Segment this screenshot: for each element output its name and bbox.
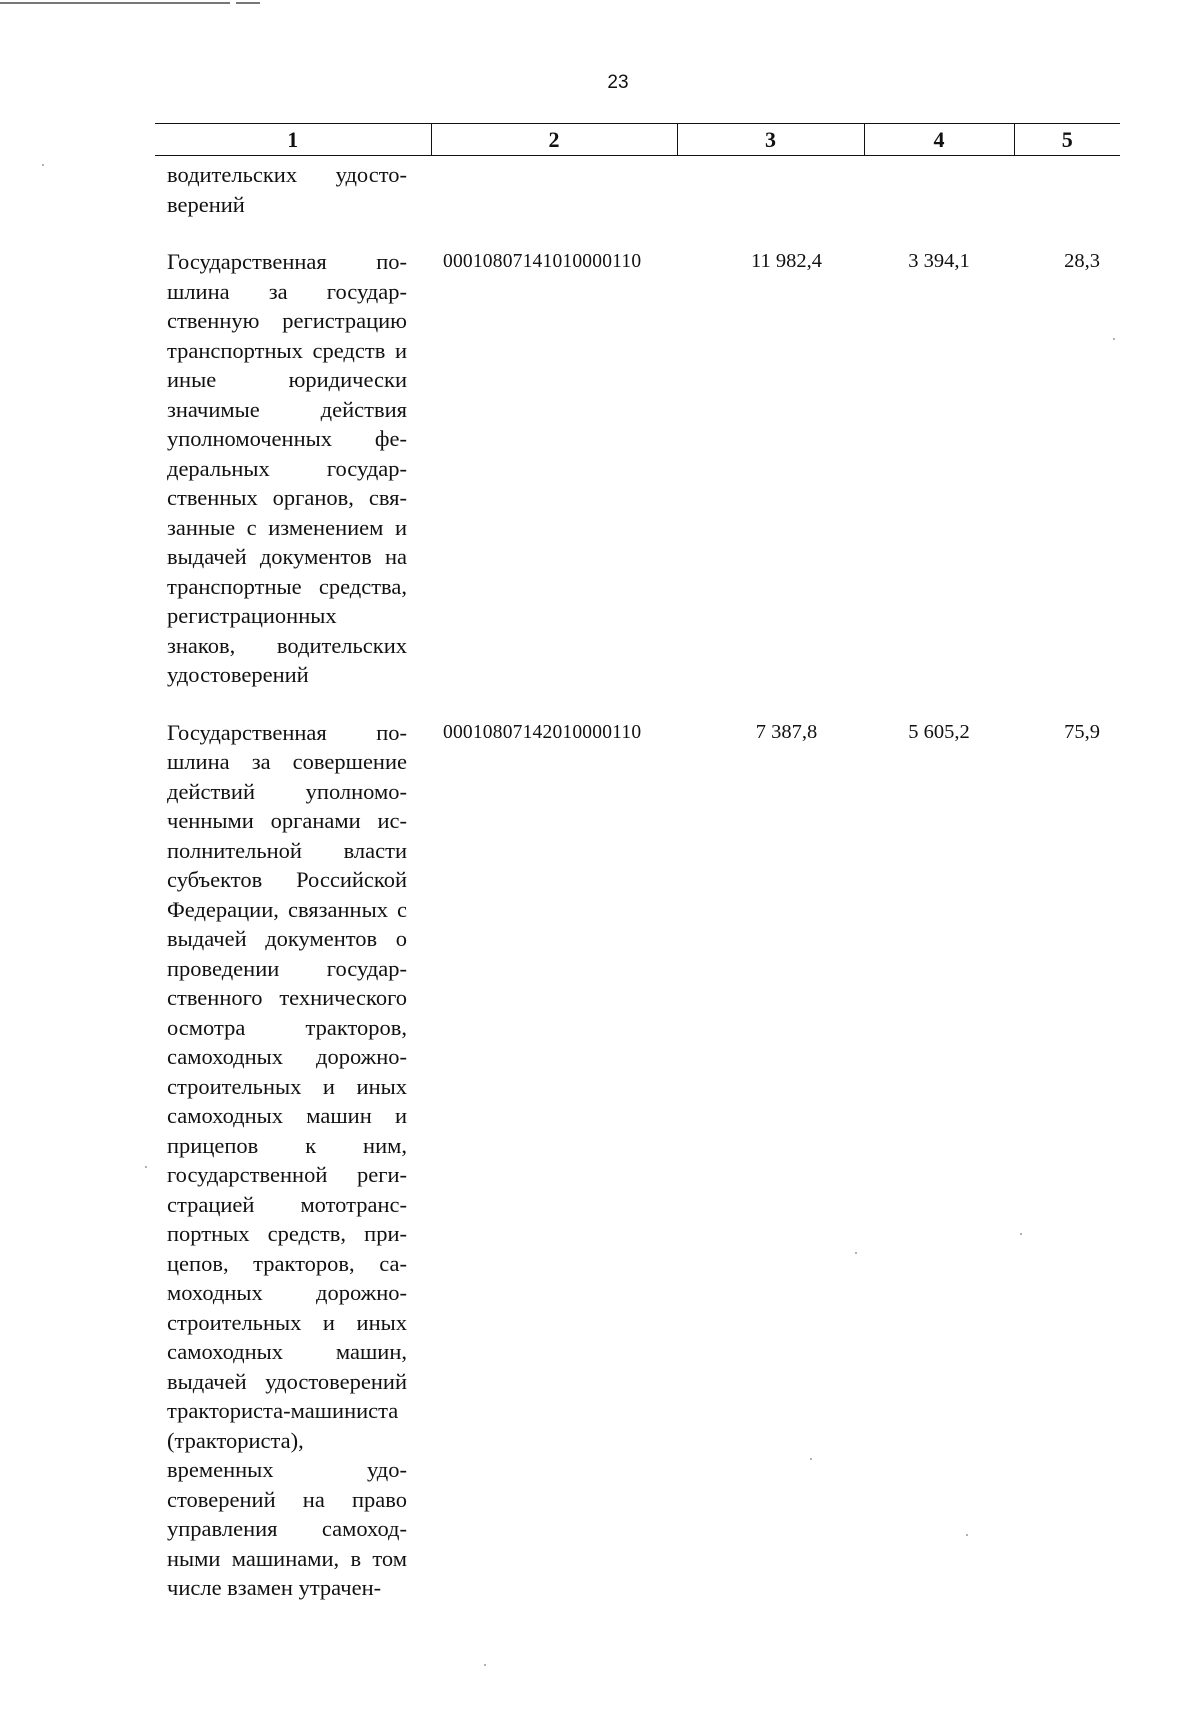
revenue-name-cell: Государственная пошлина за совершение действий уполномоченными органами исполнительной власти субъектов Российской Федерации, связанных с выдачей документов о проведении государственного технического осмотра тракторов, самоходных дорожно-строительных и иных самоходных машин и прицепов к ним, государственной регистрацией мототранспортных средств, прицепов, тракторов, самоходных дорожно-строительных и иных самоходных машин, выдачей удостоверений тракториста-машиниста (тракториста), временных удостоверений на право управления самоходными машинами, в том числе взамен утрачен- [167,719,407,1600]
page-number: 23 [607,72,629,93]
table-row [155,247,1120,718]
scan-speck [810,1458,812,1460]
classification-code-cell: 00010807141010000110 [443,251,642,272]
column-header-5: 5 [1014,124,1120,156]
scan-edge-line [0,2,230,4]
scan-speck [855,1252,857,1254]
value-cell-col5: 75,9 [1064,720,1100,743]
revenue-table [155,123,1120,1603]
value-cell-col4 [864,156,1014,248]
scan-speck [1113,338,1115,340]
value-cell-col3 [677,156,864,248]
column-header-2: 2 [431,124,677,156]
column-header-4: 4 [864,124,1014,156]
scan-speck [145,1166,147,1168]
header-row [155,124,1120,156]
scan-speck [966,1534,968,1536]
value-cell-col3: 7 387,8 [755,720,818,743]
scan-speck [42,164,44,166]
scan-speck [484,1664,486,1666]
classification-code-cell: 00010807142010000110 [443,721,642,743]
column-header-1: 1 [155,124,431,156]
value-cell-col5: 28,3 [1064,250,1100,272]
classification-code-cell [431,156,677,248]
table-header [155,124,1120,156]
value-cell-col3: 11 982,4 [751,250,822,272]
value-cell-col4: 5 605,2 [908,720,970,743]
revenue-name-cell: водительских удостоверений [167,162,407,217]
column-header-3: 3 [677,124,864,156]
revenue-name-cell: Государственная пошлина за государственную регистрацию транспортных средств и иные юридически значимые действия уполномоченных федеральных государственных органов, связанные с изменением и выдачей документов на транспортные средства, регистрационных знаков, водительских удостоверений [167,249,407,687]
scan-edge-line [236,2,260,4]
value-cell-col5 [1014,156,1120,248]
scan-speck [1020,1233,1022,1235]
table-row [155,156,1120,248]
table-row [155,718,1120,1603]
value-cell-col4: 3 394,1 [908,250,970,272]
table-body [155,156,1120,1603]
